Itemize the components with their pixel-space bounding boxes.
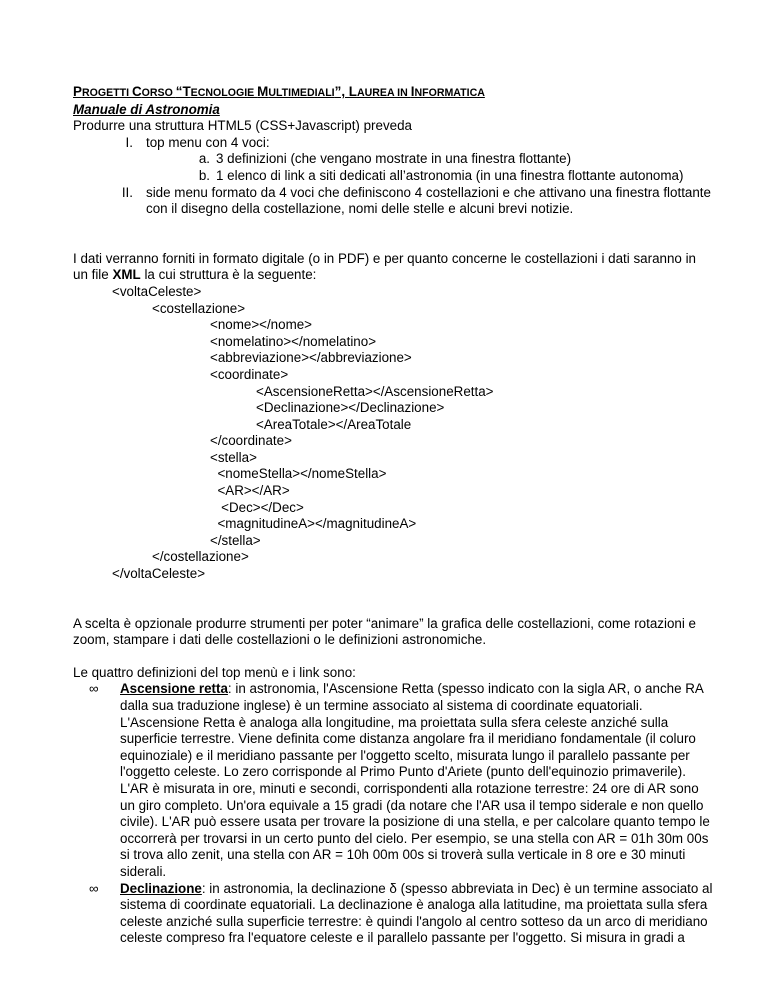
list-number: a. bbox=[198, 151, 210, 167]
list-text: top menu con 4 voci: bbox=[146, 134, 270, 150]
optional-paragraph: A scelta è opzionale produrre strumenti per poter “animare” la grafica delle costellazioni, come rotazioni e zoom, stampare i dati delle costellazioni o le definizioni astronomiche. bbox=[73, 615, 696, 648]
list-number: II. bbox=[121, 184, 133, 200]
document-subtitle: Manuale di Astronomia bbox=[73, 101, 220, 117]
xml-line: <abbreviazione></abbreviazione> bbox=[210, 350, 412, 366]
xml-line: <coordinate> bbox=[210, 366, 289, 382]
definition-text: : in astronomia, la declinazione δ (spesso abbreviata in Dec) è un termine associato al sistema di coordinate equatoriali. La declinazione è analoga alla latitudine, ma proiettata sulla sfera celeste anziché sulla superficie terrestre: è quindi l'angolo al centro sotteso da un arco di meridiano celeste compreso fra l'equatore celeste e il parallelo passante per l'oggetto. Si misura in gradi a bbox=[120, 880, 713, 946]
xml-line: </costellazione> bbox=[152, 549, 249, 565]
list-item bbox=[73, 135, 713, 152]
infinity-bullet-icon: ∞ bbox=[89, 880, 99, 896]
definition-term: Ascensione retta bbox=[120, 681, 228, 697]
document-title: PROGETTI CORSO “TECNOLOGIE MULTIMEDIALI”, LAUREA IN INFORMATICA bbox=[73, 84, 485, 99]
list-text: side menu formato da 4 voci che definiscono 4 costellazioni e che attivano una finestra flottante con il disegno della costellazione, nomi delle stelle e alcuni brevi notizie. bbox=[146, 184, 711, 217]
xml-line: <Dec></Dec> bbox=[210, 499, 304, 515]
list-item bbox=[73, 151, 713, 168]
list-item bbox=[73, 185, 713, 218]
list-number: b. bbox=[198, 167, 210, 183]
xml-line: <AscensioneRetta></AscensioneRetta> bbox=[256, 383, 494, 399]
xml-line: </stella> bbox=[210, 532, 261, 548]
xml-line: <stella> bbox=[210, 449, 257, 465]
xml-line: <AR></AR> bbox=[210, 483, 290, 499]
xml-line: <nome></nome> bbox=[210, 317, 312, 333]
definition-item bbox=[73, 881, 713, 947]
definition-item bbox=[73, 681, 713, 880]
xml-line: </voltaCeleste> bbox=[112, 566, 206, 582]
data-paragraph: I dati verranno forniti in formato digitale (o in PDF) e per quanto concerne le costellazioni i dati saranno in un file XML la cui struttura è la seguente: bbox=[73, 250, 696, 283]
document-page bbox=[73, 84, 713, 947]
intro-paragraph: Produrre una struttura HTML5 (CSS+Javascript) preveda bbox=[73, 118, 412, 134]
xml-line: </coordinate> bbox=[210, 433, 292, 449]
xml-line: <Declinazione></Declinazione> bbox=[256, 400, 445, 416]
infinity-bullet-icon: ∞ bbox=[89, 681, 99, 697]
list-item bbox=[73, 168, 713, 185]
definition-term: Declinazione bbox=[120, 880, 202, 896]
list-text: 1 elenco di link a siti dedicati all’astronomia (in una finestra flottante autonoma) bbox=[216, 167, 684, 183]
xml-line: <voltaCeleste> bbox=[112, 283, 202, 299]
list-number: I. bbox=[125, 134, 133, 150]
xml-structure bbox=[73, 284, 713, 583]
xml-line: <AreaTotale></AreaTotale bbox=[256, 416, 412, 432]
definitions-intro: Le quattro definizioni del top menù e i link sono: bbox=[73, 664, 356, 680]
xml-line: <costellazione> bbox=[152, 300, 246, 316]
list-text: 3 definizioni (che vengano mostrate in una finestra flottante) bbox=[216, 151, 572, 167]
xml-line: <magnitudineA></magnitudineA> bbox=[210, 516, 417, 532]
xml-line: <nomelatino></nomelatino> bbox=[210, 333, 377, 349]
xml-line: <nomeStella></nomeStella> bbox=[210, 466, 387, 482]
definition-text: : in astronomia, l'Ascensione Retta (spesso indicato con la sigla AR, o anche RA dalla sua traduzione inglese) è un termine associato al sistema di coordinate equatoriali. L'Ascensione Retta è analoga alla longitudine, ma proiettata sulla sfera celeste anziché sulla superficie terrestre. Viene definita come distanza angolare fra il meridiano fondamentale (il coluro equinoziale) e il meridiano passante per l'oggetto scelto, misurata lungo il parallelo passante per l'oggetto celeste. Lo zero corrisponde al Primo Punto d'Ariete (punto dell'equinozio primaverile). L'AR è misurata in ore, minuti e secondi, corrispondenti alla rotazione terrestre: 24 ore di AR sono un giro completo. Un'ora equivale a 15 gradi (da notare che l'AR usa il tempo siderale e non quello civile). L'AR può essere usata per trovare la posizione di una stella, e per calcolare quanto tempo le occorrerà per trovarsi in un certo punto del cielo. Per esempio, se una stella con AR = 01h 30m 00s si trova allo zenit, una stella con AR = 10h 00m 00s si troverà sulla verticale in 8 ore e 30 minuti siderali. bbox=[120, 681, 710, 879]
